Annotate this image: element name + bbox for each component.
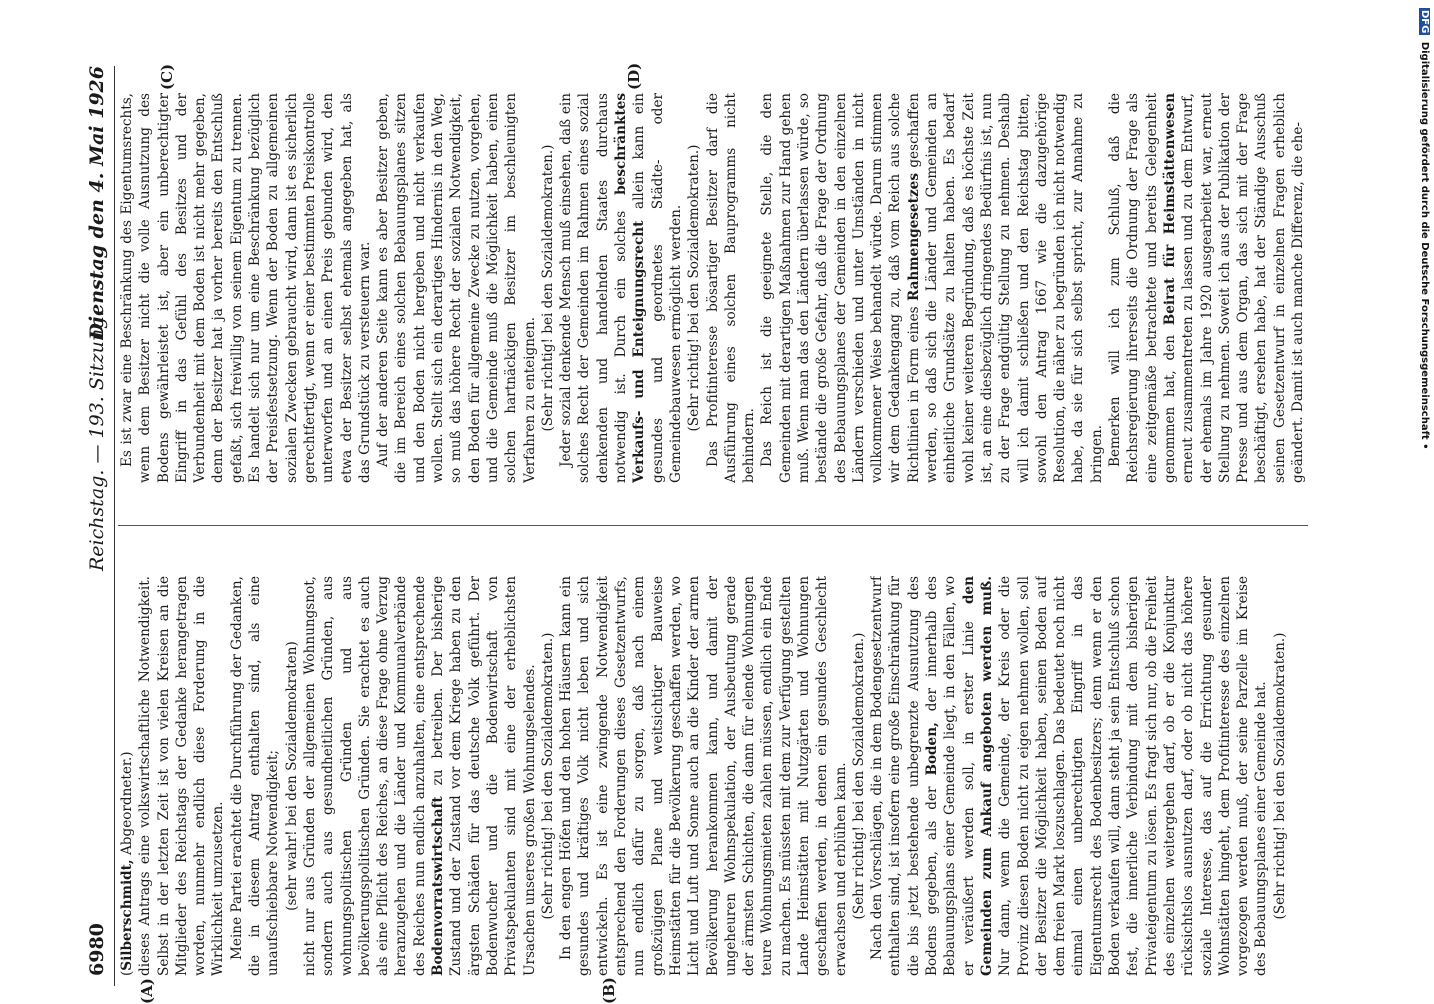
interjection: (Sehr richtig! bei den Sozialdemokraten.)	[539, 144, 556, 432]
margin-mark-a: (A)	[138, 978, 156, 1004]
session-date: Dienstag den 4. Mai 1926	[86, 66, 108, 340]
page-header	[80, 66, 114, 986]
interjection: (Sehr richtig! bei den Sozialdemokraten.)	[1271, 632, 1288, 920]
bold-term: Bodenvorratswirtschaft	[430, 796, 447, 976]
header-rule	[114, 66, 115, 986]
margin-mark-b: (B)	[600, 977, 618, 1004]
column-right	[118, 93, 1318, 483]
dfg-credit-text: Digitalisierung gefördert durch die Deutsche Forschungsgemeinschaft •	[1419, 41, 1430, 450]
paragraph: Nach den Vorschlägen, die in dem Bodengesetzentwurf enthalten sind, ist insofern eine große Einschränkung für die bis jetzt bestehende unbegrenzte Ausnutzung des Bodens gegeben, als der Boden, der innerhalb des Bebauungsplans einer Gemeinde liegt, in den Fällen, wo er veräußert werden soll, in erster Linie den Gemeinden zum Ankauf angeboten werden muß. Nur dann, wenn die Gemeinde, der Kreis oder die Provinz diesen Boden nicht zu eigen nehmen wollen, soll der Besitzer die Möglichkeit haben, seinen Boden auf dem freien Markt loszuschlagen. Das bedeutet noch nicht einmal einen unberechtigten Eingriff in das Eigentumsrecht des Bodenbesitzers; denn wenn er den Boden verkaufen will, dann steht ja sein Entschluß schon fest, die innerliche Verbindung mit dem bisherigen Privateigentum zu lösen. Es fragt sich nur, ob die Freiheit des einzelnen weitergehen darf, ob er die Konjunktur rücksichtslos ausnutzen darf, oder ob nicht das höhere soziale Interesse, das auf die Errichtung gesunder Wohnstätten hingeht, dem Profitinteresse des einzelnen vorgezogen werden muß, der seine Parzelle im Kreise des Bebauungsplanes einer Gemeinde hat.	[869, 576, 1270, 976]
column-divider	[118, 525, 1308, 526]
paragraph: Meine Partei erachtet die Durchführung der Gedanken, die in diesem Antrag enthalten sind, als eine unaufschiebbare Notwendigkeit;	[228, 576, 282, 976]
speaker-line: (Silberschmidt, Abgeordneter.)	[119, 751, 135, 976]
paragraph: Bemerken will ich zum Schluß, daß die Reichsregierung ihrerseits die Ordnung der Frage als eine zeitgemäße betrachtete und bereits Gelegenheit genommen hat, den Beirat für Heimstättenwesen erneut zusammentreten zu lassen und zu dem Entwurf, der ehemals im Jahre 1920 ausgearbeitet war, erneut Stellung zu nehmen. Soweit ich aus der Publikation der Presse und aus dem Organ, das sich mit der Frage beschäftigt, ersehen habe, hat der Ständige Ausschuß seinen Gesetzentwurf in einzelnen Fragen erheblich geändert. Damit ist auch manche Differenz, die ehe-	[1107, 93, 1306, 483]
bold-term: Boden,	[924, 722, 941, 776]
paragraph: Es ist zwar eine Beschränkung des Eigentumsrechts, wenn dem Besitzer nicht die volle Ausnutzung des Bodens gewährleistet ist, aber ein unberechtigter Eingriff in das Gefühl des Besitzes und der Verbundenheit mit dem Boden ist nicht mehr gegeben, denn der Besitzer hat ja vorher bereits den Entschluß gefaßt, sich freiwillig von seinem Eigentum zu trennen. Es handelt sich nur um eine Beschränkung bezüglich der Preisfestsetzung. Wenn der Boden zu allgemeinen sozialen Zwecken gebraucht wird, dann ist es sicherlich gerechtfertigt, wenn er einer bestimmten Preiskontrolle unterworfen und an einen Preis gebunden wird, den etwa der Besitzer selbst ehemals angegeben hat, als das Grundstück zu versteuern war.	[119, 93, 373, 483]
page-number: 6980	[86, 923, 108, 976]
session-title: Reichstag. — 193. Sitzung.	[86, 310, 108, 571]
bold-term: Rahmengesetzes	[905, 173, 922, 301]
page-sheet	[80, 62, 1320, 1004]
margin-mark-d: (D)	[625, 62, 643, 90]
margin-mark-c: (C)	[158, 63, 176, 90]
dfg-logo: DFG	[1419, 10, 1430, 34]
dfg-watermark	[1419, 8, 1430, 450]
bold-term: Beirat für Heimstättenwesen	[1161, 93, 1178, 326]
interjection: (Sehr richtig! bei den Sozialdemokraten.)	[850, 632, 867, 920]
interjection: (Sehr richtig! bei den Sozialdemokraten.)	[686, 144, 703, 432]
interjection: (Sehr richtig! bei den Sozialdemokraten.)	[539, 632, 556, 920]
paragraph: Das Profitinteresse bösartiger Besitzer darf die Ausführung eines solchen Bauprogramms nicht behindern.	[704, 93, 758, 483]
column-left	[118, 576, 1318, 976]
bold-term: beschränktes Verkaufs- und Enteignungsrecht	[613, 93, 648, 483]
paragraph: nicht nur aus Gründen der allgemeinen Wohnungsnot, sondern auch aus gesundheitlichen Gründen, aus wohnungspolitischen Gründen und aus bevölkerungspolitischen Gründen. Sie erachtet es auch als eine Pflicht des Reiches, an diese Frage ohne Verzug heranzugehen und die Länder und Kommunalverbände des Reiches nun endlich anzuhalten, eine entsprechende Bodenvorratswirtschaft zu betreiben. Der bisherige Zustand und der Zustand vor dem Kriege haben zu den ärgsten Schäden für das deutsche Volk geführt. Der Bodenwucher und die Bodenwirtschaft von Privatspekulanten sind mit eine der erheblichsten Ursachen unseres großen Wohnungselendes.	[301, 576, 538, 976]
bold-term: den Gemeinden zum Ankauf angeboten werden muß.	[960, 576, 995, 976]
speaker-name: Silberschmidt,	[119, 859, 135, 971]
paragraph: In den engen Höfen und den hohen Häusern kann ein gesundes und kräftiges Volk nicht leben und sich entwickeln. Es ist eine zwingende Notwendigkeit entsprechend den Forderungen dieses Gesetzentwurfs, nun endlich dafür zu sorgen, daß nach einem großzügigen Plane und weitsichtiger Bauweise Heimstätten für die Bevölkerung geschaffen werden, wo Licht und Luft und Sonne auch an die Kinder der armen Bevölkerung herankommen kann, und damit der ungeheuren Wohnspekulation, der Ausbeutung gerade der ärmsten Schichten, die dann für elende Wohnungen teure Wohnungsmieten zahlen müssen, endlich ein Ende zu machen. Es müssten mit dem zur Verfügung gestellten Lande Heimstätten mit Nutzgärten und Wohnungen geschaffen werden, in denen ein gesundes Geschlecht erwachsen und erblühen kann.	[558, 576, 849, 976]
paragraph: Jeder sozial denkende Mensch muß einsehen, daß ein solches Recht der Gemeinden im Rahmen eines sozial denkenden und handelnden Staates durchaus notwendig ist. Durch ein solches beschränktes Verkaufs- und Enteignungsrecht allein kann ein gesundes und geordnetes Städte- oder Gemeindebauwesen ermöglicht werden.	[558, 93, 684, 483]
paragraph: dieses Antrags eine volkswirtschaftliche Notwendigkeit. Selbst in der letzten Zeit ist von vielen Kreisen an die Mitglieder des Reichstags der Gedanke herangetragen worden, nunmehr endlich diese Forderung in die Wirklichkeit umzusetzen.	[137, 576, 227, 976]
paragraph: Auf der anderen Seite kann es aber Besitzer geben, die im Bereich eines solchen Bebauungsplanes sitzen und den Boden nicht hergeben und nicht verkaufen wollen. Stellt sich ein derartiges Hindernis in den Weg, so muß das höhere Recht der sozialen Notwendigkeit, den Boden für allgemeine Zwecke zu nutzen, vorgehen, und die Gemeinde muß die Möglichkeit haben, einen solchen hartnäckigen Besitzer im beschleunigten Verfahren zu enteignen.	[375, 93, 538, 483]
interjection: (sehr wahr! bei den Sozialdemokraten)	[283, 641, 300, 911]
paragraph: Das Reich ist die geeignete Stelle, die den Gemeinden mit derartigen Maßnahmen zur Hand gehen muß. Wenn man das den Ländern überlassen würde, so bestände die große Gefahr, daß die Frage der Ordnung des Bebauungsplanes der Gemeinden in den einzelnen Ländern verschieden und unter Umständen in nicht vollkommener Weise behandelt würde. Darum stimmen wir dem Gedankengang zu, daß vom Reich aus solche Richtlinien in Form eines Rahmengesetzes geschaffen werden, so daß sich die Länder und Gemeinden an einheitliche Grundsätze zu halten haben. Es bedarf wohl keiner weiteren Begründung, daß es höchste Zeit ist, an eine diesbezüglich dringendes Bedürfnis ist, nun zu der Frage endgültig Stellung zu nehmen. Deshalb will ich damit schließen und den Reichstag bitten, sowohl den Antrag 1667 wie die dazugehörige Resolution, die näher zu begründen ich nicht notwendig habe, da sie für sich selbst spricht, zur Annahme zu bringen.	[759, 93, 1105, 483]
